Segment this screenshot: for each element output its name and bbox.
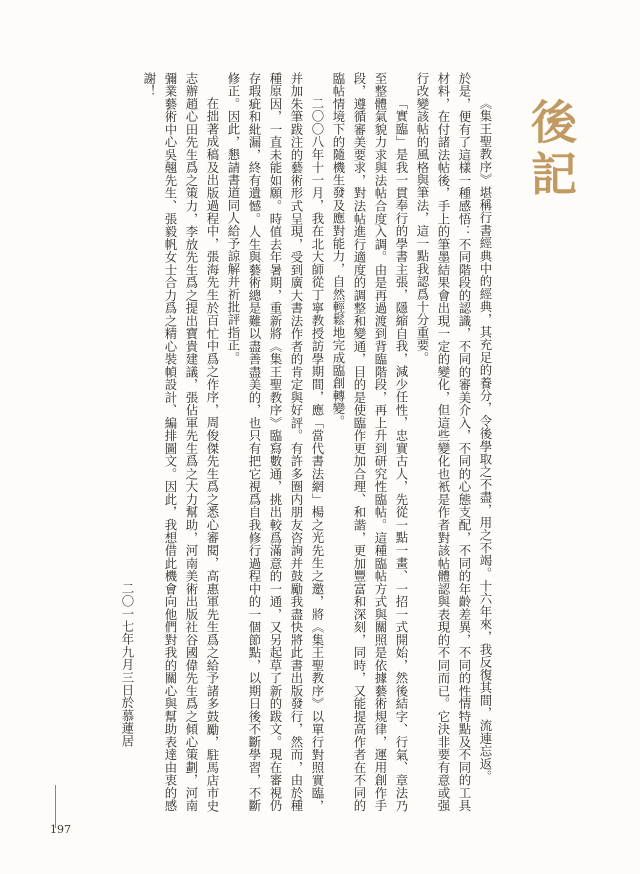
page-number: 197 [50,823,71,836]
paragraph-3: 「實臨」是我一貫奉行的學書主張，隱縮自我，減少任性，忠實古人，先從一點一畫、一招一式開始，然後結字、行氣、章法乃至整體氣貌力求與法帖合度入調。由是再過渡到背臨階段，再上升到研究性臨帖。這種臨帖方式與關照是依據藝術規律，運用創作手段，遵循審美要求，對法帖進行適度的調整和變通，目的是使臨作更加合理、和諧，更加豐富和深刻，同時，又能提高作者在不同的臨帖情境下的隨機生發及應對能力，自然輕鬆地完成臨創轉變。 [331,72,409,812]
page-number-rule [55,785,56,828]
page-title: 後記 [524,98,578,202]
paragraph-5: 在拙著成稿及出版過程中，張海先生於百忙中爲之作序，周俊傑先生爲之悉心審閱，高惠軍先生爲之給予諸多鼓勵，駐馬店市史志辦趙心田先生爲之策力，李放先生爲之提出寶貴建議，張佔軍先生爲之大力幫助，河南美術出版社谷國偉先生爲之傾心策劃，河南彌業藝術中心吳翹先生、張毅帆女士合力爲之精心裝幀設計、編排圖文。因此，我想借此機會向他們對我的關心與幫助表達由衷的感謝！ [142,72,220,812]
paragraph-1: 《集王聖教序》堪稱行書經典中的經典，其充足的養分，令後學取之不盡，用之不竭。十六年來，我反復其間，流連忘返。 [478,96,493,783]
paragraph-4: 二〇〇八年十一月，我在北大師從丁寧教授訪學期間，應「當代書法網」楊之光先生之邀，將《集王聖教序》以單行對照實臨，并加朱筆跋注的藝術形式呈現，受到廣大書法作者的肯定與好評。有許多圈内朋友咨詢并鼓勵我盡快將此書出版發行，然而，由於種種原因，一直未能如願。時值去年暑期，重新將《集王聖教序》臨寫數通，挑出較爲滿意的一通，又另起草了新的跋文。現在審視仍存瑕疵和紕漏，終有遺憾。人生與藝術總是難以盡善盡美的，也只有把它視爲自我修行過程中的一個節點，以期日後不斷學習，不斷修正。因此，懇請書道同人給予諒解并祈批評指正。 [226,72,325,812]
paragraph-2: 於是，便有了這樣一種感悟：不同階段的認識，不同的審美介入，不同的心態支配，不同的年齡差異，不同的性情特點及不同的工具材料，在付諸法帖後，手上的筆墨結果會出現一定的變化，但這些變化也衹是作者對該帖體認與表現的不同而已。它決非要有意或强行改變該帖的風格與筆法，這一點我認爲十分重要。 [415,72,472,812]
afterword-body [96,72,496,812]
date-signature: 二〇一七年九月三日於慕蓮居 [120,582,135,748]
